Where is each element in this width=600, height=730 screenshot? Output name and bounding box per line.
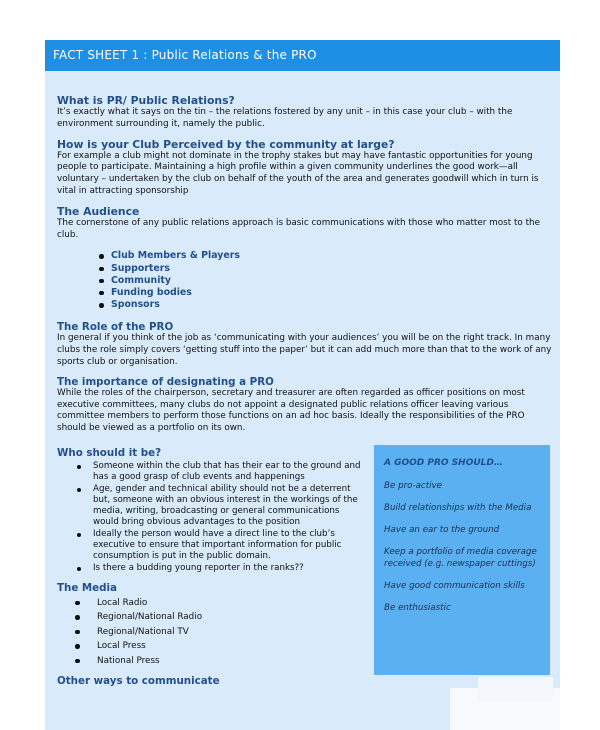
- section-importance: [57, 376, 552, 435]
- list-item: National Press: [59, 654, 552, 669]
- section-text: While the roles of the chairperson, secretary and treasurer are often regarded as officer positions on most executive committees, many clubs do not appoint a designated public relations officer leaving various committee members to perform those functions on an ad hoc basis. Ideally the responsibilities of the PRO should be viewed as a portfolio on its own.: [57, 387, 525, 434]
- who-list: [57, 461, 365, 574]
- list-item: Someone within the club that has their ear to the ground and has a good grasp of club events and happenings: [75, 461, 365, 484]
- page-fold-highlight: [478, 677, 553, 701]
- audience-list: [57, 250, 552, 311]
- fact-sheet: [45, 40, 560, 730]
- section-what-is-pr: [57, 94, 552, 131]
- list-item: Community: [99, 275, 552, 287]
- section-text: In general if you think of the job as ‘communicating with your audiences’ you will be on the right track. In many clubs the role simply covers ‘getting stuff into the paper’ but it can add much more than that to the work of any sports club or organisation.: [57, 333, 552, 367]
- section-audience: [57, 205, 552, 312]
- callout-item: Be pro-active: [384, 481, 443, 491]
- page-title: FACT SHEET 1 : Public Relations & the PRO: [45, 40, 560, 71]
- section-heading: The Media: [57, 581, 118, 594]
- list-item: Supporters: [99, 263, 552, 275]
- list-item: Ideally the person would have a direct line to the club’s executive to ensure that important information for public consumption is put in the public domain.: [75, 529, 365, 563]
- list-item: Club Members & Players: [99, 250, 552, 262]
- section-heading: Other ways to communicate: [57, 675, 220, 688]
- section-heading: The Role of the PRO: [57, 321, 174, 334]
- section-heading: The Audience: [57, 204, 140, 218]
- callout-item: Be enthusiastic: [384, 602, 451, 613]
- callout-title: A GOOD PRO SHOULD…: [384, 458, 503, 468]
- section-heading: How is your Club Perceived by the community at large?: [57, 137, 395, 151]
- callout-item: Have good communication skills: [384, 580, 525, 591]
- list-item: Funding bodies: [99, 287, 552, 299]
- good-pro-callout: [374, 445, 550, 675]
- callout-item: Keep a portfolio of media coverage received (e.g. newspaper cuttings): [384, 547, 537, 569]
- section-text: For example a club might not dominate in the trophy stakes but may have fantastic opportunities for young people to participate. Maintaining a high profile within a given community underlines the good work—all voluntary – undertaken by the club on behalf of the youth of the area and generates goodwill which in turn is vital in attracting sponsorship: [57, 150, 539, 196]
- list-item: Regional/National Radio: [59, 610, 552, 625]
- list-item: Is there a budding young reporter in the ranks??: [75, 563, 365, 574]
- list-item: Local Press: [59, 639, 552, 654]
- list-item: Sponsors: [99, 299, 552, 311]
- section-role-of-pro: [57, 321, 552, 368]
- section-perceived: [57, 138, 552, 198]
- callout-item: Have an ear to the ground: [384, 525, 500, 535]
- section-heading: What is PR/ Public Relations?: [57, 94, 235, 107]
- list-item: Regional/National TV: [59, 625, 552, 640]
- list-item: Local Radio: [59, 596, 552, 611]
- section-heading: Who should it be?: [57, 446, 162, 459]
- callout-item: Build relationships with the Media: [384, 503, 532, 513]
- section-text: The cornerstone of any public relations approach is basic communications with those who matter most to the club.: [57, 217, 541, 240]
- section-heading: The importance of designating a PRO: [57, 375, 274, 388]
- section-text: It’s exactly what it says on the tin – the relations fostered by any unit – in this case your club – with the environment surrounding it, namely the public.: [57, 107, 513, 129]
- list-item: Age, gender and technical ability should not be a deterrent but, someone with an obvious interest in the workings of the media, writing, broadcasting or general communications would bring obvious advantages to the position: [75, 484, 365, 529]
